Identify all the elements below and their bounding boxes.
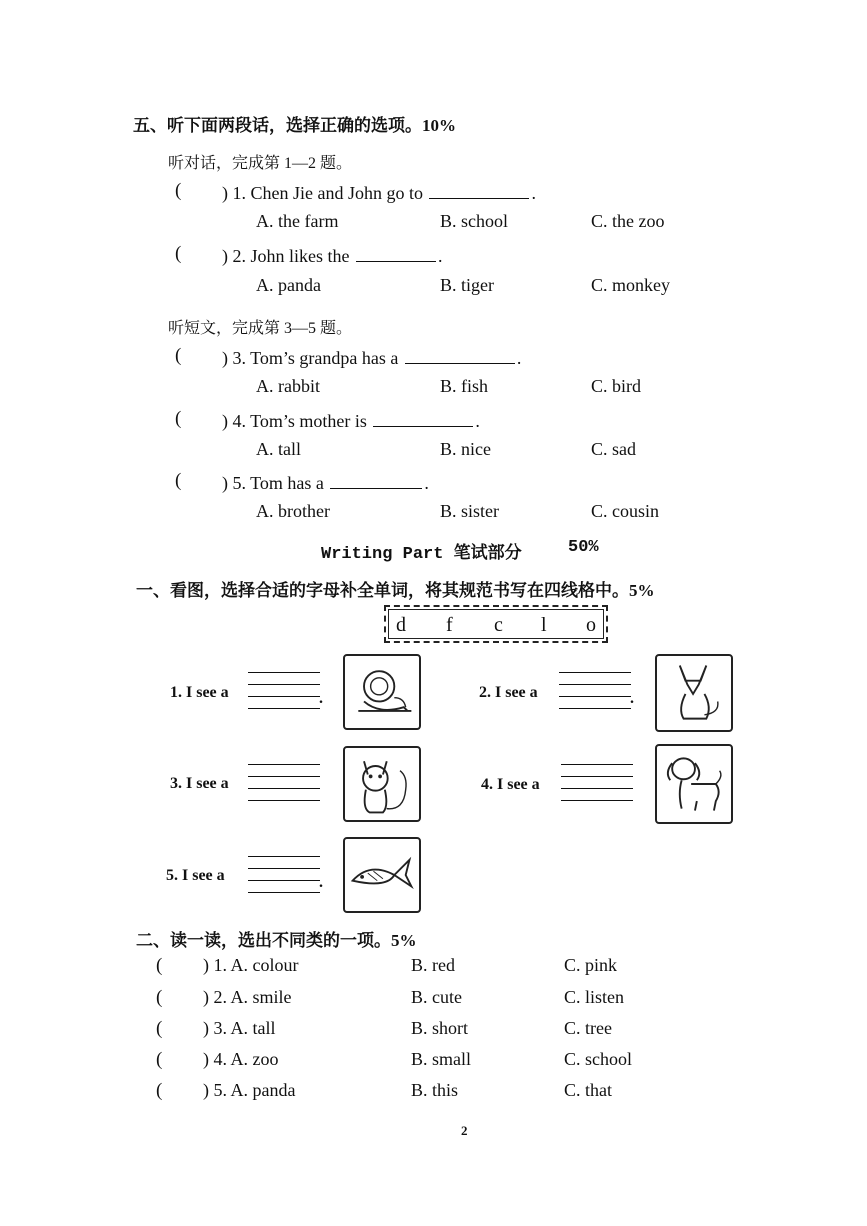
question-end: .	[531, 183, 536, 203]
item-end: .	[319, 874, 323, 891]
question-4-stem: ) 4. Tom’s mother is	[222, 411, 367, 431]
part2-item-3: ) 3. A. tall	[203, 1018, 276, 1038]
letter-choice: c	[494, 614, 503, 636]
question-end: .	[438, 246, 443, 266]
fish-icon	[343, 837, 421, 913]
writing-part-percent: 50%	[568, 538, 599, 557]
option-b: B. tiger	[440, 275, 494, 295]
question-end: .	[475, 411, 480, 431]
option-b: B. red	[411, 955, 455, 975]
option-b: B. fish	[440, 376, 489, 396]
question-end: .	[424, 473, 429, 493]
option-c: C. school	[564, 1049, 633, 1069]
answer-blank[interactable]	[330, 470, 422, 489]
question-1	[222, 180, 536, 204]
four-line-grid[interactable]	[561, 764, 633, 804]
answer-blank[interactable]	[373, 408, 473, 427]
page-number: 2	[461, 1123, 468, 1138]
item-end: .	[630, 690, 634, 707]
four-line-grid[interactable]	[248, 856, 320, 896]
option-c: C. bird	[591, 376, 642, 396]
see-item-1-label: 1. I see a	[170, 684, 229, 701]
part2-item-5: ) 5. A. panda	[203, 1080, 296, 1100]
option-c: C. sad	[591, 439, 636, 459]
question-5-stem: ) 5. Tom has a	[222, 473, 324, 493]
answer-paren-open: (	[156, 1018, 163, 1039]
answer-paren-open: (	[175, 345, 182, 366]
section5-part2-instruction: 听短文，完成第 3—5 题。	[168, 320, 353, 337]
answer-blank[interactable]	[356, 243, 436, 262]
option-b: B. sister	[440, 501, 500, 521]
option-c: C. the zoo	[591, 211, 665, 231]
answer-paren-open: (	[175, 243, 182, 264]
option-c: C. that	[564, 1080, 612, 1100]
option-b: B. nice	[440, 439, 491, 459]
question-end: .	[516, 348, 522, 368]
question-2	[222, 243, 443, 267]
item-end: .	[319, 690, 323, 707]
lion-icon	[343, 654, 421, 730]
four-line-grid[interactable]	[559, 672, 631, 712]
four-line-grid[interactable]	[248, 764, 320, 804]
question-4	[222, 408, 480, 432]
letter-choice: o	[586, 614, 596, 636]
option-a: A. brother	[256, 501, 330, 521]
answer-paren-open: (	[156, 987, 163, 1008]
see-item-3-label: 3. I see a	[170, 775, 229, 792]
answer-paren-open: (	[156, 1049, 163, 1070]
section5-title: 五、听下面两段话，选择正确的选项。10%	[133, 116, 456, 135]
dog-icon	[655, 744, 733, 824]
part1-title: 一、看图，选择合适的字母补全单词，将其规范书写在四线格中。5%	[136, 581, 655, 600]
option-b: B. cute	[411, 987, 462, 1007]
part2-item-2: ) 2. A. smile	[203, 987, 292, 1007]
answer-paren-open: (	[156, 1080, 163, 1101]
letter-choice-box	[384, 605, 608, 643]
option-c: C. monkey	[591, 275, 670, 295]
option-b: B. short	[411, 1018, 469, 1038]
option-c: C. tree	[564, 1018, 612, 1038]
part2-title: 二、读一读，选出不同类的一项。5%	[136, 931, 417, 950]
letter-choice: f	[446, 614, 453, 636]
question-3	[222, 345, 521, 369]
option-a: A. tall	[256, 439, 301, 459]
part2-item-1: ) 1. A. colour	[203, 955, 299, 975]
option-a: A. the farm	[256, 211, 339, 231]
see-item-4-label: 4. I see a	[481, 776, 540, 793]
section5-part1-instruction: 听对话，完成第 1—2 题。	[168, 155, 353, 172]
answer-paren-open: (	[175, 180, 182, 201]
option-c: C. pink	[564, 955, 618, 975]
writing-part-title: Writing Part 笔试部分	[321, 545, 522, 564]
four-line-grid[interactable]	[248, 672, 320, 712]
answer-paren-open: (	[175, 470, 182, 491]
answer-paren-open: (	[156, 955, 163, 976]
option-b: B. school	[440, 211, 509, 231]
question-3-stem: ) 3. Tom’s grandpa has a	[222, 348, 399, 368]
letter-choice: l	[541, 614, 547, 636]
see-item-5-label: 5. I see a	[166, 867, 225, 884]
question-2-stem: ) 2. John likes the	[222, 246, 350, 266]
question-1-stem: ) 1. Chen Jie and John go to	[222, 183, 423, 203]
answer-blank[interactable]	[405, 345, 515, 364]
option-b: B. this	[411, 1080, 459, 1100]
question-5	[222, 470, 429, 494]
answer-blank[interactable]	[429, 180, 529, 199]
cat-icon	[343, 746, 421, 822]
option-b: B. small	[411, 1049, 472, 1069]
fox-icon	[655, 654, 733, 732]
option-c: C. cousin	[591, 501, 660, 521]
option-a: A. rabbit	[256, 376, 320, 396]
option-a: A. panda	[256, 275, 321, 295]
part2-item-4: ) 4. A. zoo	[203, 1049, 279, 1069]
see-item-2-label: 2. I see a	[479, 684, 538, 701]
answer-paren-open: (	[175, 408, 182, 429]
option-c: C. listen	[564, 987, 625, 1007]
letter-choice: d	[396, 614, 406, 636]
